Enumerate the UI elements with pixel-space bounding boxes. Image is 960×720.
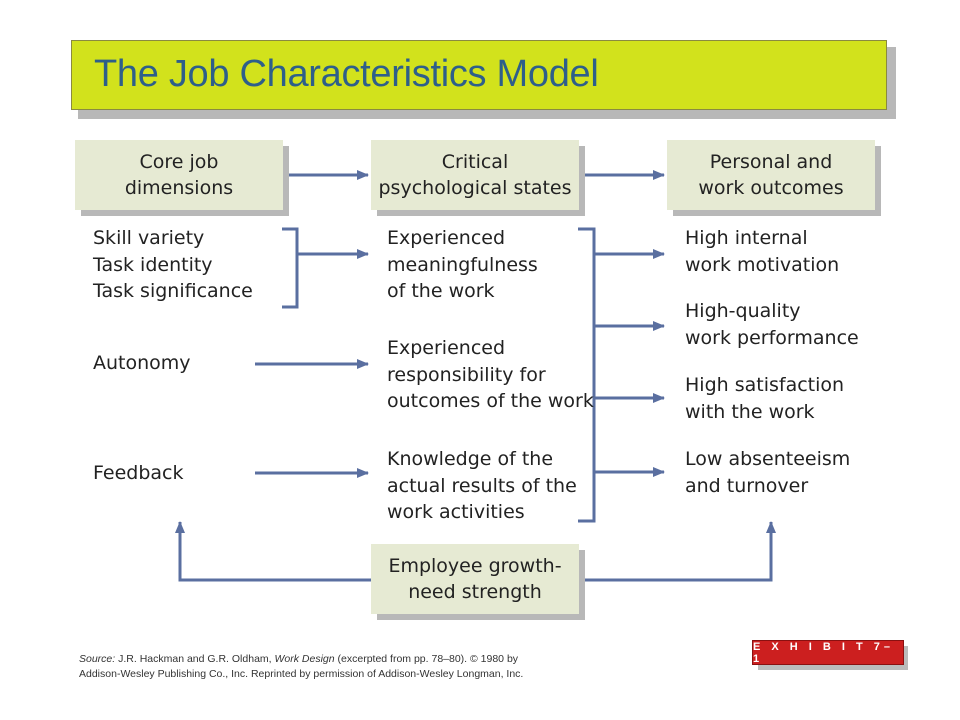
task-significance: Task significance [93,280,253,302]
arrow-growth-to-outcome-link [579,522,771,580]
source-line2: Addison-Wesley Publishing Co., Inc. Reprinted by permission of Addison-Wesley Longman, Inc. [79,668,524,680]
outcome-satisfaction [685,372,844,425]
feedback-label: Feedback [93,462,184,484]
outcome-absenteeism-line1: Low absenteeism [685,448,851,470]
state-responsibility [387,335,594,415]
header-critical-line1: Critical [441,151,509,173]
outcome-performance [685,298,859,351]
header-growth-line1: Employee growth- [388,555,562,577]
outcome-satisfaction-line1: High satisfaction [685,374,845,396]
outcome-motivation [685,225,839,278]
source-authors: J.R. Hackman and G.R. Oldham, [115,653,275,665]
source-label: Source: [79,653,116,665]
outcome-absenteeism [685,446,850,499]
arrow-growth-to-core-link [180,522,371,580]
state-knowledge [387,446,577,526]
autonomy-label: Autonomy [93,352,191,374]
source-line1 [79,652,523,667]
header-critical-states [371,140,579,210]
state-knowledge-line2: actual results of the [387,474,577,497]
skill-variety: Skill variety [93,227,205,249]
header-growth-need-strength [371,544,579,614]
outcome-motivation-line2: work motivation [685,253,840,276]
outcome-motivation-line1: High internal [685,227,808,249]
core-dimension-group [93,225,253,305]
outcome-satisfaction-line2: with the work [685,400,815,423]
state-knowledge-line3: work activities [387,501,525,523]
outcome-performance-line1: High-quality [685,300,801,322]
header-personal-line1: Personal and [709,151,833,173]
state-knowledge-line1: Knowledge of the [387,448,554,470]
header-core-line1: Core job [139,151,219,173]
state-meaningfulness-line2: meaningfulness [387,253,538,276]
header-personal-line2: work outcomes [698,177,844,199]
state-responsibility-line1: Experienced [387,337,506,359]
state-meaningfulness [387,225,538,305]
header-personal-outcomes [667,140,875,210]
exhibit-badge: E X H I B I T 7–1 [752,640,904,665]
header-core-line2: dimensions [124,177,234,199]
page-title: The Job Characteristics Model [94,53,599,95]
state-meaningfulness-line1: Experienced [387,227,506,249]
state-responsibility-line2: responsibility for [387,363,546,386]
task-identity: Task identity [93,253,213,276]
source-citation [79,652,523,682]
outcome-absenteeism-line2: and turnover [685,474,809,497]
header-critical-line2: psychological states [378,177,572,199]
state-responsibility-line3: outcomes of the work [387,390,594,412]
source-work-title: Work Design [274,653,335,665]
bracket-core-group [282,229,297,307]
outcome-performance-line2: work performance [685,326,859,349]
header-core-job-dimensions [75,140,283,210]
header-growth-line2: need strength [408,581,542,603]
source-pages: (excerpted from pp. 78–80). © 1980 by [334,653,519,665]
state-meaningfulness-line3: of the work [387,280,495,302]
